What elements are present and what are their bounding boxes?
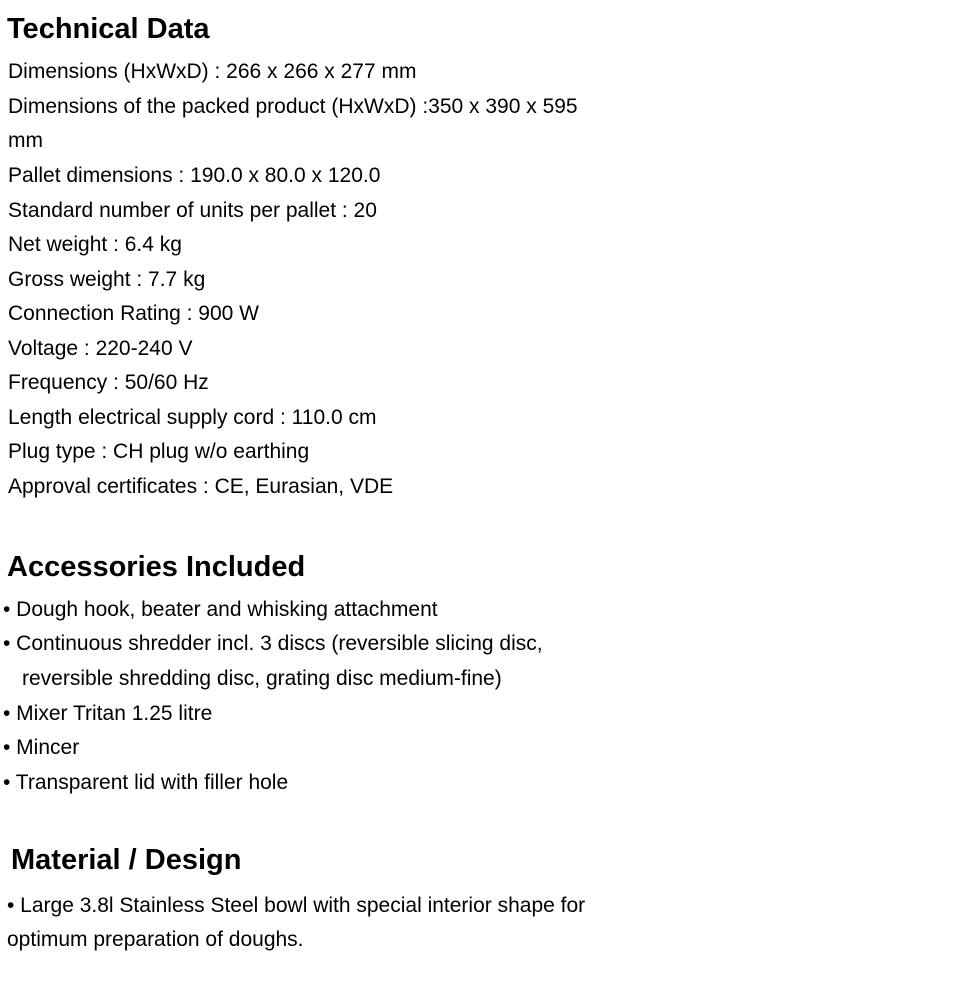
spec-units-per-pallet: Standard number of units per pallet : 20	[8, 199, 377, 222]
spec-gross-weight: Gross weight : 7.7 kg	[8, 268, 206, 291]
technical-data-heading: Technical Data	[7, 13, 210, 45]
accessory-item: • Continuous shredder incl. 3 discs (reversible slicing disc,	[3, 632, 543, 655]
accessories-heading: Accessories Included	[7, 551, 306, 583]
accessory-item: • Mixer Tritan 1.25 litre	[3, 702, 213, 725]
accessory-item: • Dough hook, beater and whisking attachment	[3, 598, 438, 621]
spec-packed-dimensions-unit: mm	[8, 129, 43, 152]
spec-frequency: Frequency : 50/60 Hz	[8, 371, 209, 394]
spec-dimensions: Dimensions (HxWxD) : 266 x 266 x 277 mm	[8, 60, 417, 83]
spec-cord-length: Length electrical supply cord : 110.0 cm	[8, 406, 377, 429]
spec-packed-dimensions: Dimensions of the packed product (HxWxD) :350 x 390 x 595	[8, 95, 578, 118]
accessory-item: • Mincer	[3, 736, 80, 759]
spec-net-weight: Net weight : 6.4 kg	[8, 233, 182, 256]
material-design-heading: Material / Design	[11, 844, 242, 876]
material-item: • Large 3.8l Stainless Steel bowl with special interior shape for	[7, 894, 586, 917]
accessory-item: • Transparent lid with filler hole	[3, 771, 289, 794]
spec-approval-certificates: Approval certificates : CE, Eurasian, VDE	[8, 475, 394, 498]
spec-connection-rating: Connection Rating : 900 W	[8, 302, 259, 325]
spec-voltage: Voltage : 220-240 V	[8, 337, 193, 360]
spec-pallet-dimensions: Pallet dimensions : 190.0 x 80.0 x 120.0	[8, 164, 381, 187]
spec-plug-type: Plug type : CH plug w/o earthing	[8, 440, 310, 463]
accessory-item-continuation: reversible shredding disc, grating disc medium-fine)	[22, 667, 502, 690]
material-item-continuation: optimum preparation of doughs.	[7, 928, 304, 951]
